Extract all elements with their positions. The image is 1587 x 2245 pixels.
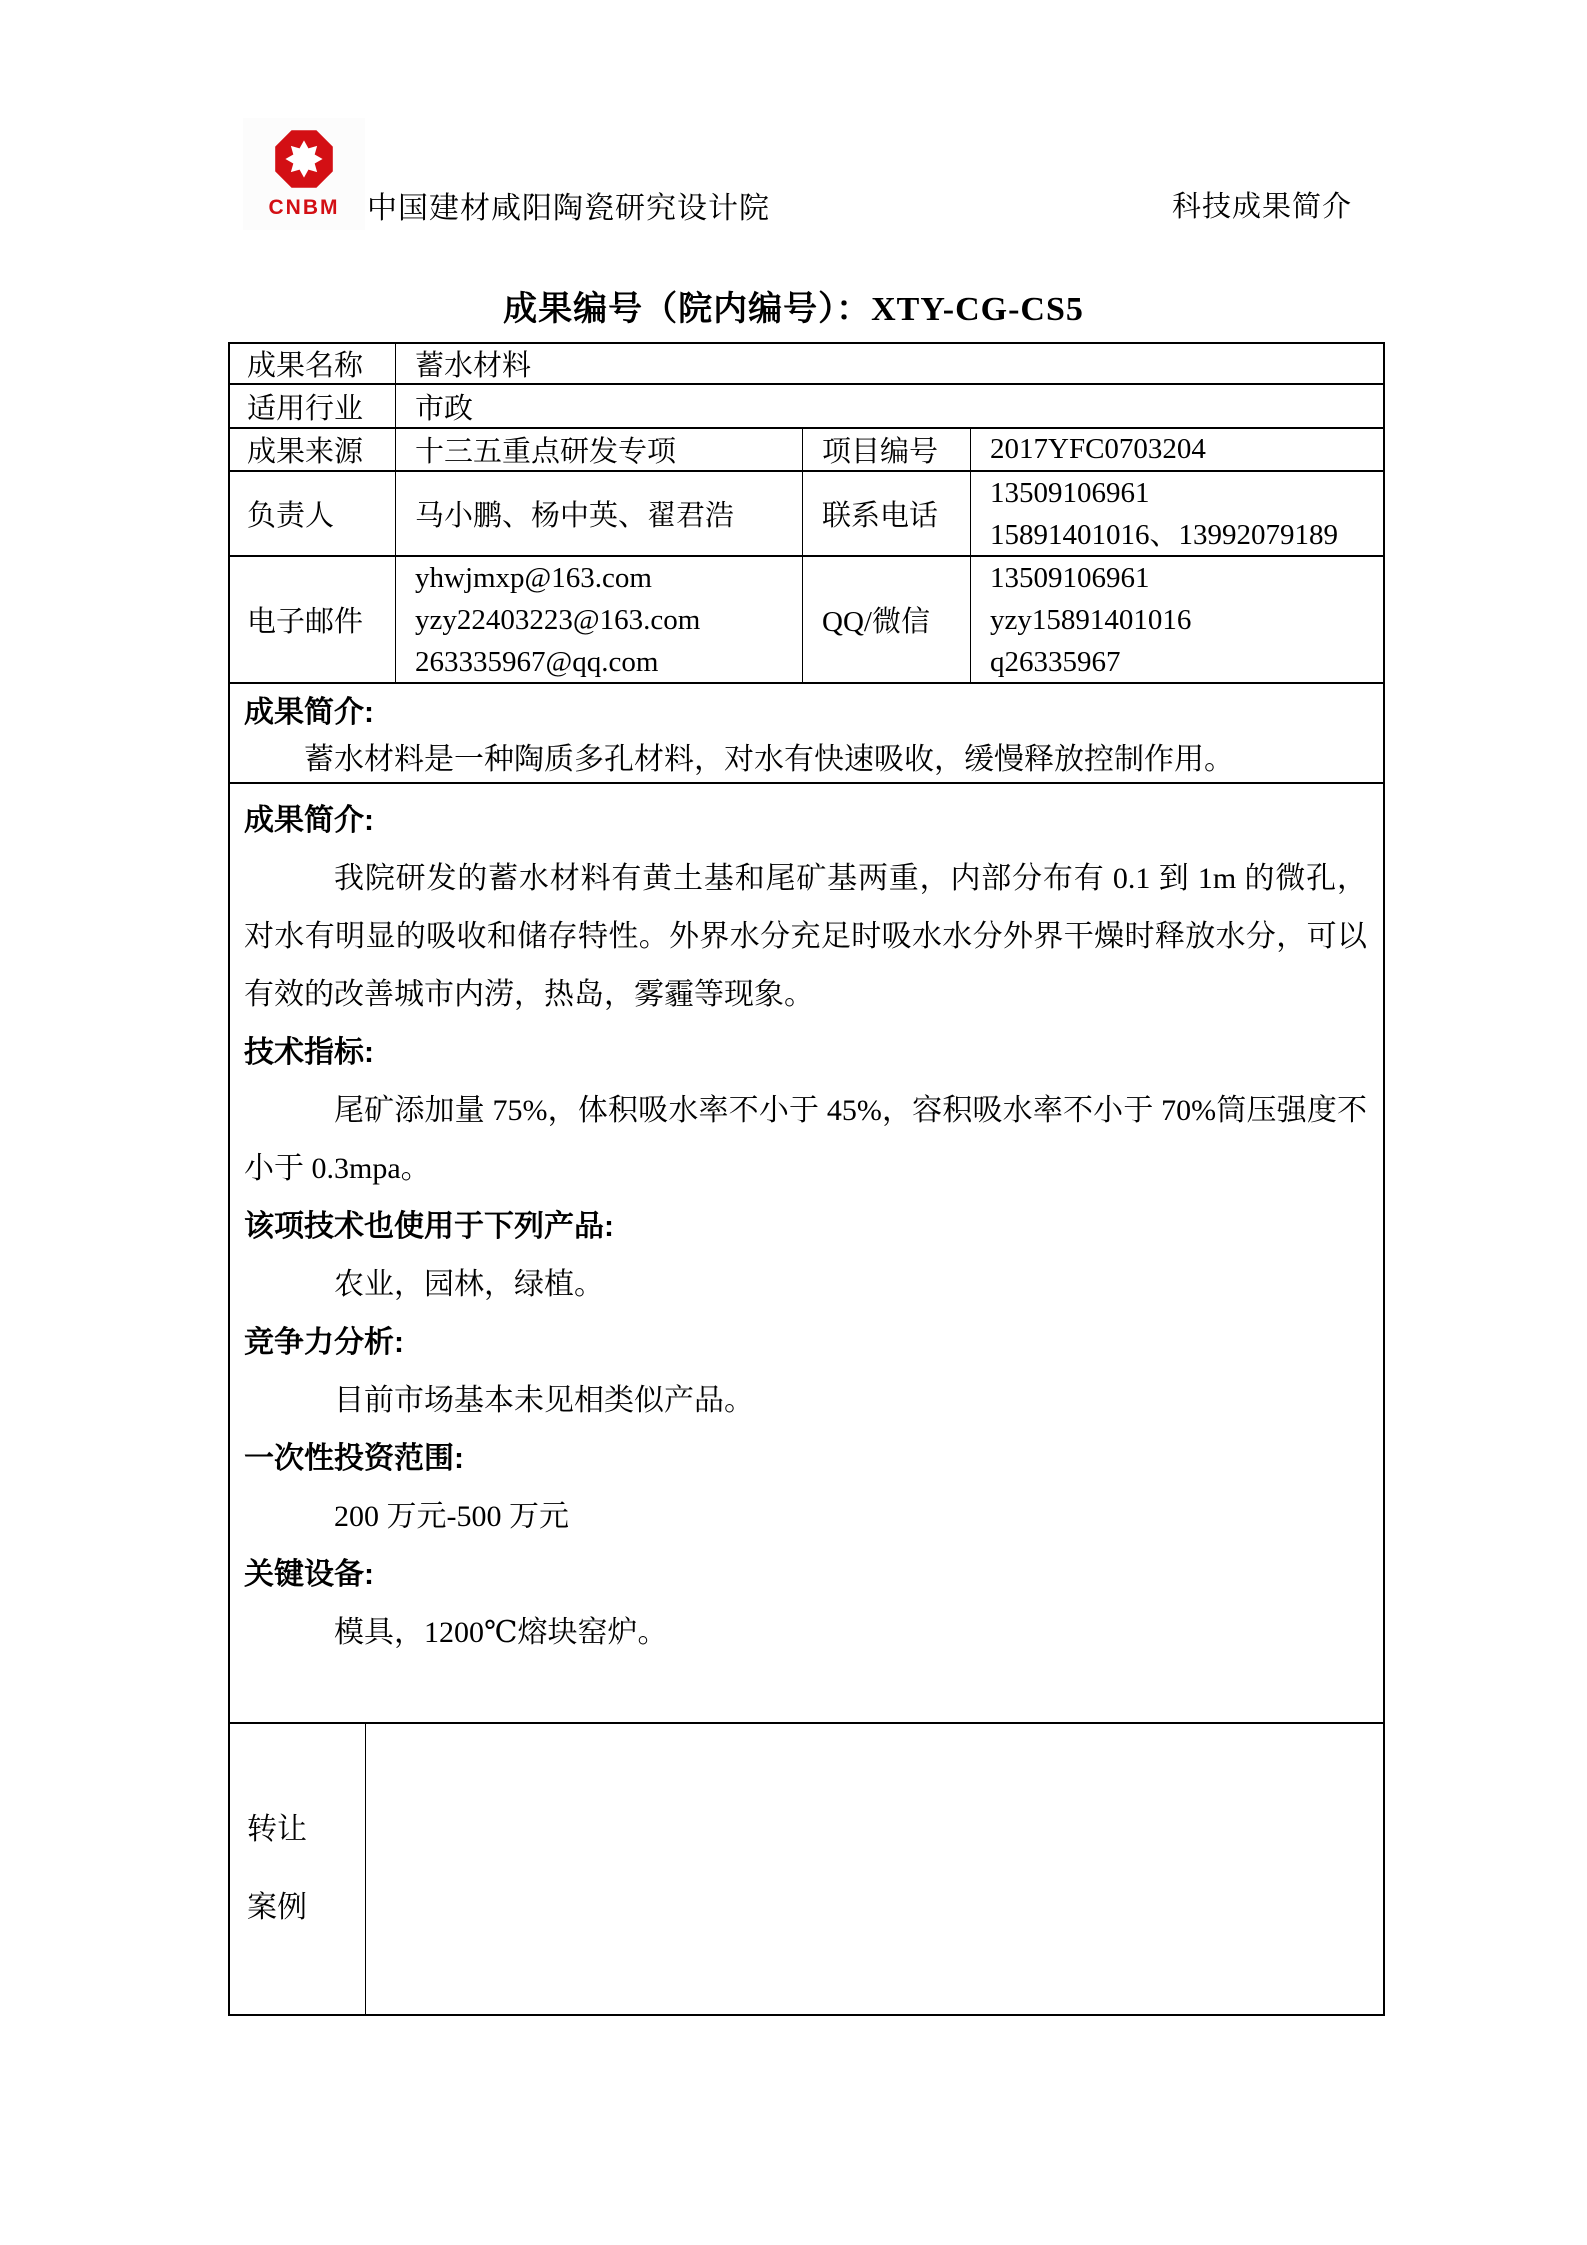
field-value-transfer-cases — [366, 1724, 1383, 2014]
qq-line: q26335967 — [990, 645, 1121, 678]
section-heading-other-products: 该项技术也使用于下列产品: — [244, 1210, 614, 1243]
row-details — [230, 784, 1383, 1724]
qq-line: yzy15891401016 — [990, 603, 1192, 636]
cnbm-logo — [243, 118, 365, 230]
row-transfer-cases — [230, 1724, 1383, 2014]
field-label-industry: 适用行业 — [230, 385, 396, 427]
transfer-label-line: 案例 — [247, 1891, 307, 1924]
section-paragraph-key-equipment: 模具，1200℃熔块窑炉。 — [334, 1616, 668, 1649]
section-heading-intro: 成果简介: — [244, 804, 374, 837]
section-paragraph-tech-specs: 尾矿添加量 75%，体积吸水率不小于 45%，容积吸水率不小于 70%筒压强度不小于 0.3mpa。 — [244, 1094, 1367, 1185]
row-industry — [230, 385, 1383, 429]
field-value-qq-wechat — [971, 557, 1383, 682]
section-paragraph-other-products: 农业，园林，绿植。 — [334, 1268, 604, 1301]
field-label-qq-wechat: QQ/微信 — [803, 557, 971, 682]
section-heading-key-equipment: 关键设备: — [244, 1558, 374, 1591]
field-label-leader: 负责人 — [230, 472, 396, 555]
field-label-project-no: 项目编号 — [803, 429, 971, 470]
field-label-result-name: 成果名称 — [230, 344, 396, 383]
section-paragraph-investment: 200 万元-500 万元 — [334, 1500, 569, 1533]
summary-cell — [230, 684, 1383, 782]
email-line: 263335967@qq.com — [415, 645, 659, 678]
doc-type-label: 科技成果简介 — [1172, 191, 1353, 223]
qq-line: 13509106961 — [990, 561, 1150, 594]
row-email-qq — [230, 557, 1383, 684]
field-value-source: 十三五重点研发专项 — [396, 429, 803, 470]
row-leader-phone — [230, 472, 1383, 557]
cnbm-logo-text: CNBM — [268, 196, 340, 219]
section-heading-competitiveness: 竞争力分析: — [244, 1326, 404, 1359]
cnbm-octagon-star-icon — [274, 129, 334, 189]
email-line: yzy22403223@163.com — [415, 603, 701, 636]
org-name: 中国建材咸阳陶瓷研究设计院 — [367, 192, 770, 225]
row-summary — [230, 684, 1383, 784]
row-result-name — [230, 344, 1383, 385]
email-line: yhwjmxp@163.com — [415, 561, 652, 594]
field-value-project-no: 2017YFC0703204 — [990, 433, 1206, 465]
field-label-email: 电子邮件 — [230, 557, 396, 682]
field-label-phone: 联系电话 — [803, 472, 971, 555]
field-label-source: 成果来源 — [230, 429, 396, 470]
doc-title: 成果编号（院内编号）：XTY-CG-CS5 — [503, 291, 1084, 328]
field-label-transfer-cases — [230, 1724, 366, 2014]
section-paragraph-competitiveness: 目前市场基本未见相类似产品。 — [334, 1384, 754, 1417]
phone-line: 13509106961 — [990, 476, 1150, 509]
section-heading-investment: 一次性投资范围: — [244, 1442, 464, 1475]
phone-line: 15891401016、13992079189 — [990, 518, 1339, 551]
info-table — [228, 342, 1385, 2016]
section-paragraph-summary: 蓄水材料是一种陶质多孔材料，对水有快速吸收，缓慢释放控制作用。 — [304, 743, 1234, 776]
field-value-result-name: 蓄水材料 — [415, 350, 532, 382]
section-paragraph-intro: 我院研发的蓄水材料有黄土基和尾矿基两重，内部分布有 0.1 到 1m 的微孔，对水有明显的吸收和储存特性。外界水分充足时吸水水分外界干燥时释放水分，可以有效的改善城市内涝，热岛，雾霾等现象。 — [244, 862, 1367, 1011]
section-heading-summary: 成果简介: — [244, 696, 374, 729]
row-source-project — [230, 429, 1383, 472]
section-heading-tech-specs: 技术指标: — [244, 1036, 374, 1069]
field-value-leader: 马小鹏、杨中英、翟君浩 — [396, 472, 803, 555]
transfer-label-line: 转让 — [247, 1813, 307, 1846]
field-value-email — [396, 557, 803, 682]
field-value-phone — [971, 472, 1383, 555]
field-value-industry: 市政 — [415, 392, 474, 425]
details-cell — [230, 784, 1383, 1722]
